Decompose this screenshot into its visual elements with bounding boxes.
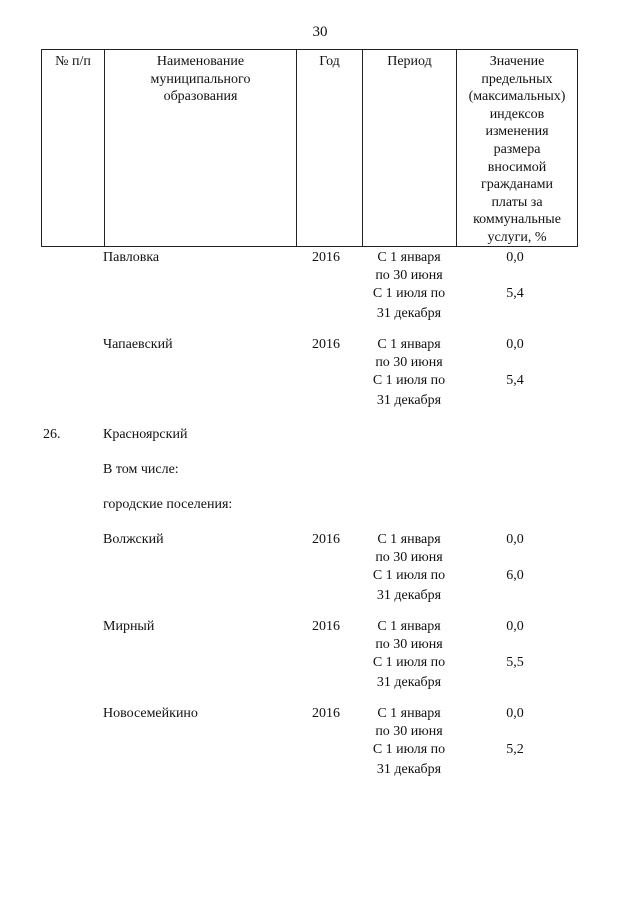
row-period-1b: по 30 июня <box>375 355 443 370</box>
row-name: Новосемейкино <box>103 706 198 721</box>
row-year: 2016 <box>312 619 340 634</box>
row-period-1b: по 30 июня <box>375 550 443 565</box>
header-period-cell <box>362 49 457 247</box>
row-period-1b: по 30 июня <box>375 268 443 283</box>
header-num: № п/п <box>55 54 91 69</box>
row-value-2: 5,2 <box>506 742 524 757</box>
row-value-1: 0,0 <box>506 619 524 634</box>
page-number: 30 <box>312 24 328 40</box>
row-period-1b: по 30 июня <box>375 637 443 652</box>
row-value-1: 0,0 <box>506 706 524 721</box>
row-period-2a: С 1 июля по <box>372 373 446 388</box>
row-year: 2016 <box>312 250 340 265</box>
header-name-cell <box>104 49 297 247</box>
section-title: Красноярский <box>103 427 188 442</box>
row-value-1: 0,0 <box>506 532 524 547</box>
row-period-2b: 31 декабря <box>376 306 442 321</box>
header-value: Значение предельных (максимальных) индексов изменения размера вносимой гражданами платы за коммунальные услуги, % <box>468 54 566 245</box>
header-period: Период <box>387 54 432 69</box>
row-period-2b: 31 декабря <box>376 762 442 777</box>
row-value-2: 5,4 <box>506 373 524 388</box>
section-urban: городские поселения: <box>103 497 233 512</box>
row-name: Волжский <box>103 532 164 547</box>
row-period-1a: С 1 января <box>377 250 441 265</box>
row-value-2: 6,0 <box>506 568 524 583</box>
row-value-1: 0,0 <box>506 337 524 352</box>
header-year-cell <box>296 49 363 247</box>
row-period-1a: С 1 января <box>377 619 441 634</box>
header-value-cell <box>456 49 578 247</box>
row-period-1a: С 1 января <box>377 337 441 352</box>
row-value-2: 5,4 <box>506 286 524 301</box>
row-name: Чапаевский <box>103 337 173 352</box>
header-year: Год <box>319 54 340 69</box>
section-including: В том числе: <box>103 462 179 477</box>
row-period-2b: 31 декабря <box>376 675 442 690</box>
row-year: 2016 <box>312 337 340 352</box>
row-year: 2016 <box>312 532 340 547</box>
row-name: Мирный <box>103 619 155 634</box>
row-period-2a: С 1 июля по <box>372 742 446 757</box>
row-period-2a: С 1 июля по <box>372 286 446 301</box>
row-year: 2016 <box>312 706 340 721</box>
row-name: Павловка <box>103 250 160 265</box>
row-period-2a: С 1 июля по <box>372 568 446 583</box>
row-period-2a: С 1 июля по <box>372 655 446 670</box>
section-number: 26. <box>43 427 61 442</box>
row-period-1a: С 1 января <box>377 532 441 547</box>
row-period-2b: 31 декабря <box>376 588 442 603</box>
row-period-1b: по 30 июня <box>375 724 443 739</box>
row-value-1: 0,0 <box>506 250 524 265</box>
row-period-1a: С 1 января <box>377 706 441 721</box>
header-name: Наименование муниципального образования <box>150 54 251 105</box>
row-value-2: 5,5 <box>506 655 524 670</box>
header-num-cell <box>41 49 105 247</box>
row-period-2b: 31 декабря <box>376 393 442 408</box>
